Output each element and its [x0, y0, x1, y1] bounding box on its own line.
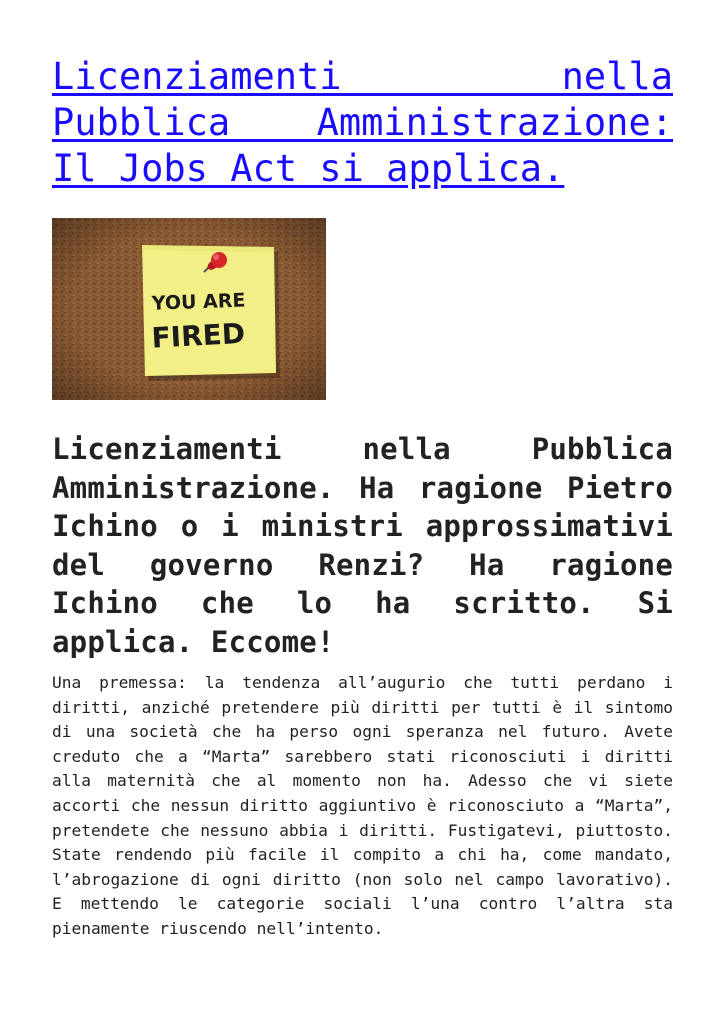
- article-title-link[interactable]: Licenziamenti nella Pubblica Amministrazione: Il Jobs Act si applica.: [52, 55, 673, 190]
- article-body: Una premessa: la tendenza all’augurio che tutti perdano i diritti, anziché pretendere più diritti per tutti è il sintomo di una società che ha perso ogni speranza nel futuro. Avete creduto che a “Marta” sarebbero stati riconosciuti i diritti alla maternità che al momento non ha. Adesso che vi siete accorti che nessun diritto aggiuntivo è riconosciuto a “Marta”, pretendete che nessuno abbia i diritti. Fustigatevi, piuttosto. State rendendo più facile il compito a chi ha, come mandato, l’abrogazione di ogni diritto (non solo nel campo lavorativo). E mettendo le categorie sociali l’una contro l’altra sta pienamente riuscendo nell’intento.: [52, 673, 673, 938]
- note-text-fired: FIRED: [150, 316, 246, 355]
- article: [52, 54, 673, 942]
- featured-image: [52, 218, 326, 400]
- note-text-you-are: YOU ARE: [151, 289, 246, 315]
- cork-board-illustration: [52, 218, 326, 400]
- article-title: [52, 54, 673, 192]
- article-subtitle: Licenziamenti nella Pubblica Amministrazione. Ha ragione Pietro Ichino o i ministri approssimativi del governo Renzi? Ha ragione Ichino che lo ha scritto. Si applica. Eccome!: [52, 432, 673, 659]
